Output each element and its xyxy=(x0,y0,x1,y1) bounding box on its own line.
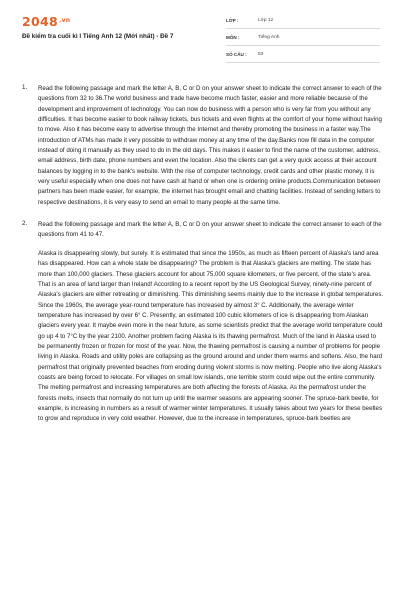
question-item xyxy=(22,220,384,425)
site-logo[interactable] xyxy=(22,14,70,29)
page-title: Đề kiểm tra cuối kì I Tiếng Anh 12 (Mới nhất) - Đề 7 xyxy=(22,33,174,40)
exam-content xyxy=(22,84,384,425)
question-passage: Alaska is disappearing slowly, but surely. It is estimated that since the 1950s, as much as fifteen percent of Alaska's land area has disappeared. How can a whole state be disappearing? The problem is that Alaska's glaciers are melting. The state has more than 100,000 glaciers. These glaciers account for about 75,000 square kilometers, or five percent, of the state's area. That is an area of land larger than Ireland! According to a recent report by the US Geological Survey, ninety-nine percent of Alaska's glaciers are either retreating or diminishing. This diminishing seems mainly due to the increase in global temperatures. Since the 1960s, the average year-round temperature has increased by almost 3° C. Additionally, the average winter temperature has increased by over 6° C. Presently, an estimated 100 cubic kilometers of ice is disappearing from Alaskan glaciers every year. It maybe even more in the near future, as some scientists predict that the average world temperature could go up 4 to 7°C by the year 2100. Another problem facing Alaska is its thawing permafrost. Much of the land in Alaska used to be permanently frozen or frozen for most of the year. Now, the thawing permafrost is causing a number of problems for people living in Alaska. Roads and utility poles are collapsing as the ground around and under them warms and softens. Also, the hard permafrost that originally prevented beaches from eroding during violent storms is now melting. People who live along Alaska's coasts are being forced to relocate. For villages on small low islands, one terrible storm could wipe out the entire community. The melting permafrost and increasing temperatures are both affecting the forests of Alaska. As the permafrost under the forests melts, insects that normally do not turn up until the warmer seasons are appearing sooner. The spruce-bark beetle, for example, is increasing in numbers as a result of warmer winter temperatures. It usually takes about two years for these beetles to grow and reproduce in very cold weather. However, due to the increase in temperatures, spruce-bark beetles are xyxy=(38,249,384,423)
page-header xyxy=(0,0,400,68)
question-number: 2. xyxy=(22,220,28,228)
meta-row-class xyxy=(226,12,380,29)
exam-meta-table xyxy=(226,12,380,63)
question-instruction: Read the following passage and mark the letter A, B, C or D on your answer sheet to indicate the correct answer to each of the questions from 41 to 47. xyxy=(38,221,382,239)
logo-suffix: .vn xyxy=(59,17,71,24)
logo-text: 2048 xyxy=(22,14,58,29)
meta-label: MÔN : xyxy=(226,34,240,40)
meta-row-question-count xyxy=(226,46,380,63)
question-item xyxy=(22,84,384,208)
meta-label: SỐ CÂU : xyxy=(226,51,247,57)
meta-value: Tiếng Anh xyxy=(258,34,280,40)
meta-label: LỚP : xyxy=(226,17,239,23)
meta-row-subject xyxy=(226,29,380,46)
question-number: 1. xyxy=(22,84,28,91)
meta-value: 53 xyxy=(258,51,264,57)
question-passage: Read the following passage and mark the letter A, B, C or D on your answer sheet to indicate the correct answer to each of the questions from 32 to 36.The world business and trade have become much faster, easier and more reliable because of the development and improvement of technology. You can now do business with a person who is very far from you without any difficulties. It has become easier to book railway tickets, bus tickets and even flights at the comfort of your home without having to move. Also it has become easy to advertise through the Internet and thereby promoting the business in a faster way.The introduction of ATMs has made it very possible to withdraw money at any time of the day.Banks now fill data in the computer instead of doing it manually as they used to do in the old days. This makes it easier to find the name of the customer, address, email address, birth date, phone numbers and even the location. Also the clients can get a very quick access at their account balances by logging in to the bank's website. With the rise of computer technology, credit cards and other plastic money, it is very useful especially when one does not have cash at hand or when one is ordering online products.Communication between partners has been made easier, for example, the internet has brought email and chatting facilities. Instead of sending letters to respective destinations, it is very easy to send an email to many people at the same time. xyxy=(38,85,382,206)
meta-value: Lớp 12 xyxy=(258,17,274,23)
